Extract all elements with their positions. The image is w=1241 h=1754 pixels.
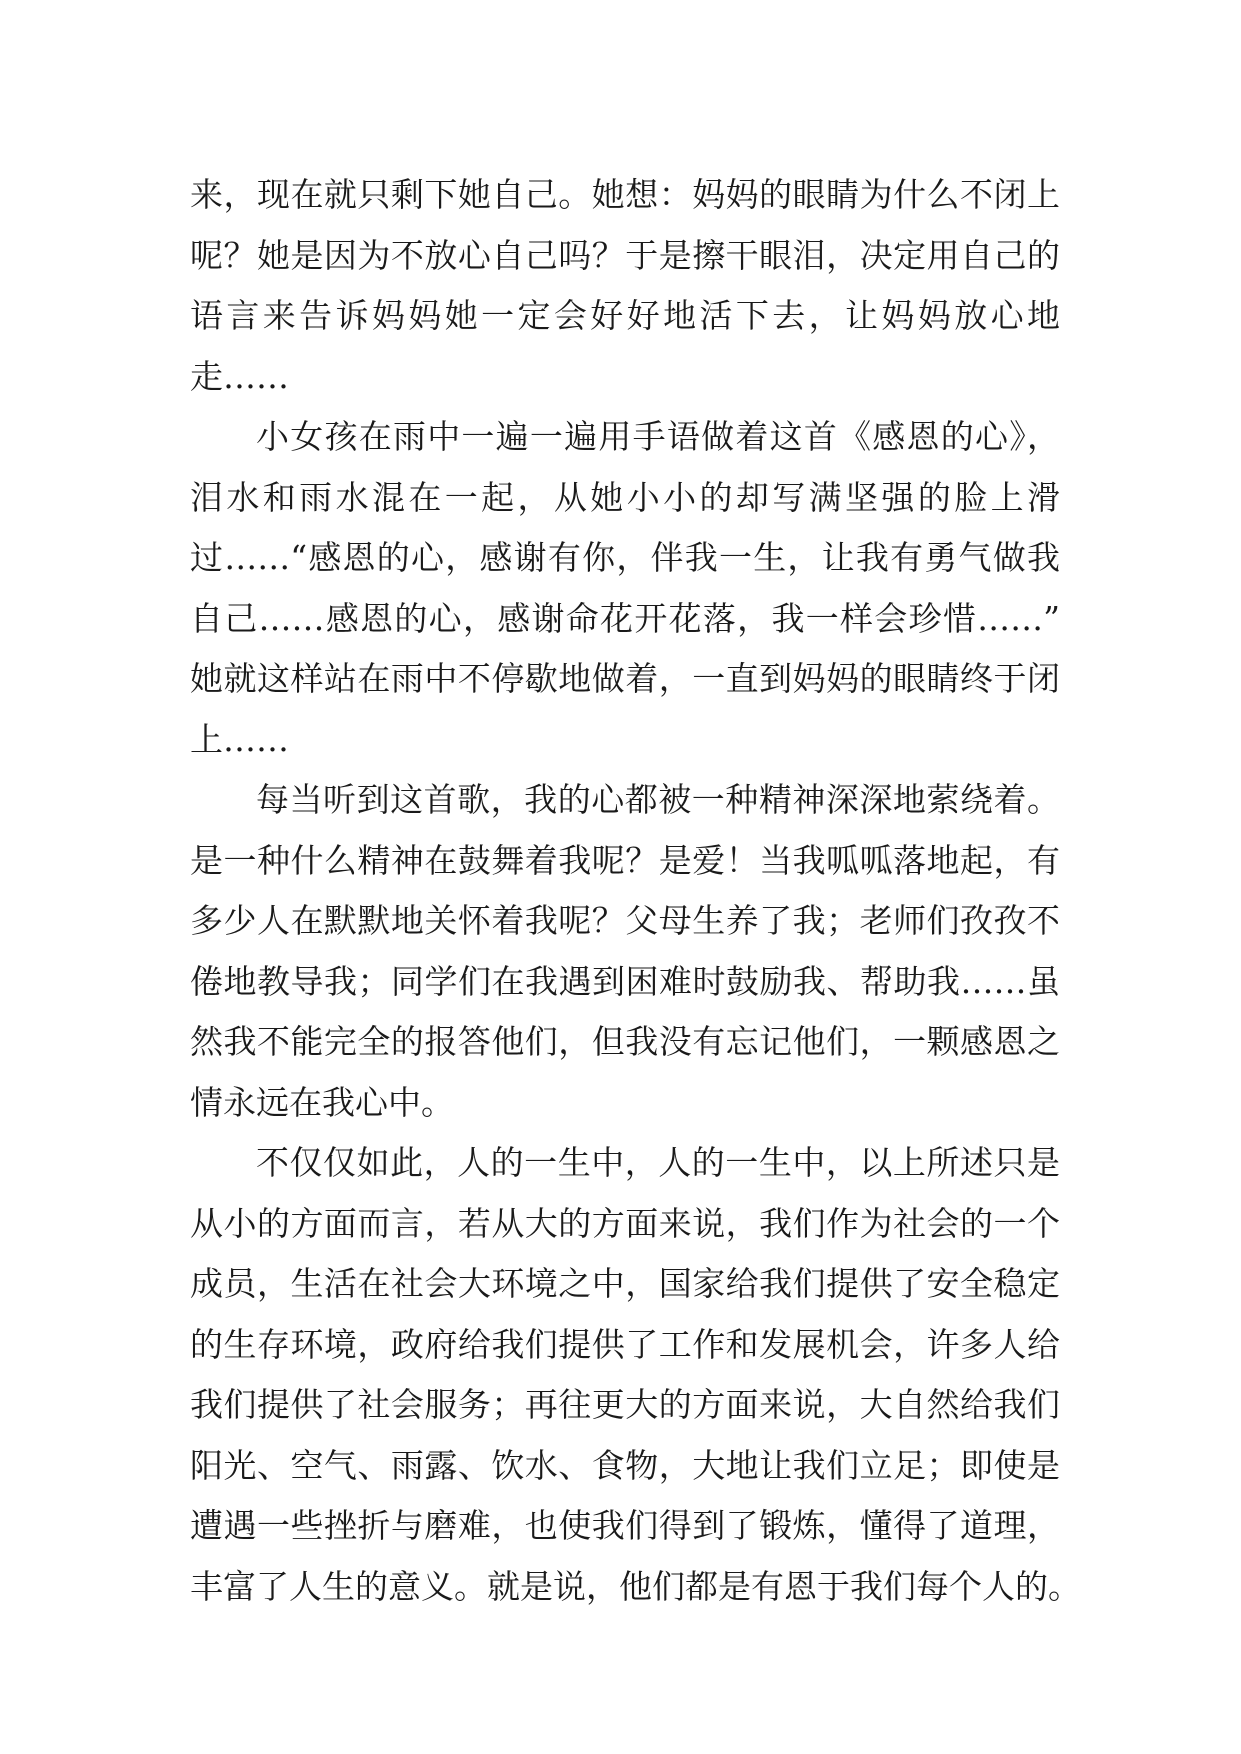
text-line: 泪水和雨水混在一起，从她小小的却写满坚强的脸上滑 — [190, 477, 1060, 517]
text-line: 上…… — [190, 719, 289, 759]
text-line: 过……“感恩的心，感谢有你，伴我一生，让我有勇气做我 — [190, 538, 1060, 577]
text-line: 情永远在我心中。 — [190, 1082, 454, 1122]
text-line: 倦地教导我；同学们在我遇到困难时鼓励我、帮助我……虽 — [190, 961, 1060, 1001]
document-body — [190, 165, 1081, 1617]
text-line: 阳光、空气、雨露、饮水、食物，大地让我们立足；即使是 — [190, 1445, 1060, 1485]
text-line: 我们提供了社会服务；再往更大的方面来说，大自然给我们 — [190, 1385, 1060, 1424]
text-line: 遭遇一些挫折与磨难，也使我们得到了锻炼，懂得了道理， — [190, 1506, 1060, 1545]
text-line: 呢？她是因为不放心自己吗？于是擦干眼泪，决定用自己的 — [190, 235, 1060, 275]
text-line: 自己……感恩的心，感谢命花开花落，我一样会珍惜……” — [190, 598, 1060, 638]
text-line: 她就这样站在雨中不停歇地做着，一直到妈妈的眼睛终于闭 — [190, 659, 1060, 698]
text-line: 语言来告诉妈妈她一定会好好地活下去，让妈妈放心地 — [190, 296, 1060, 335]
text-line: 然我不能完全的报答他们，但我没有忘记他们，一颗感恩之 — [190, 1022, 1060, 1061]
text-line: 每当听到这首歌，我的心都被一种精神深深地萦绕着。 — [256, 780, 1060, 819]
text-line: 丰富了人生的意义。就是说，他们都是有恩于我们每个人的。 — [190, 1566, 1081, 1606]
text-line: 的生存环境，政府给我们提供了工作和发展机会，许多人给 — [190, 1324, 1060, 1364]
paragraph-2 — [190, 407, 1060, 770]
paragraph-4 — [190, 1133, 1081, 1617]
text-line: 从小的方面而言，若从大的方面来说，我们作为社会的一个 — [190, 1203, 1060, 1243]
text-line: 小女孩在雨中一遍一遍用手语做着这首《感恩的心》， — [256, 417, 1060, 456]
text-line: 多少人在默默地关怀着我呢？父母生养了我；老师们孜孜不 — [190, 901, 1060, 940]
paragraph-3 — [190, 770, 1060, 1133]
text-line: 成员，生活在社会大环境之中，国家给我们提供了安全稳定 — [190, 1264, 1060, 1303]
text-line: 是一种什么精神在鼓舞着我呢？是爱！当我呱呱落地起，有 — [190, 840, 1060, 880]
text-line: 不仅仅如此，人的一生中，人的一生中，以上所述只是 — [256, 1143, 1060, 1182]
text-line: 走…… — [190, 356, 289, 396]
text-line: 来，现在就只剩下她自己。她想：妈妈的眼睛为什么不闭上 — [190, 175, 1060, 214]
paragraph-1 — [190, 165, 1060, 407]
